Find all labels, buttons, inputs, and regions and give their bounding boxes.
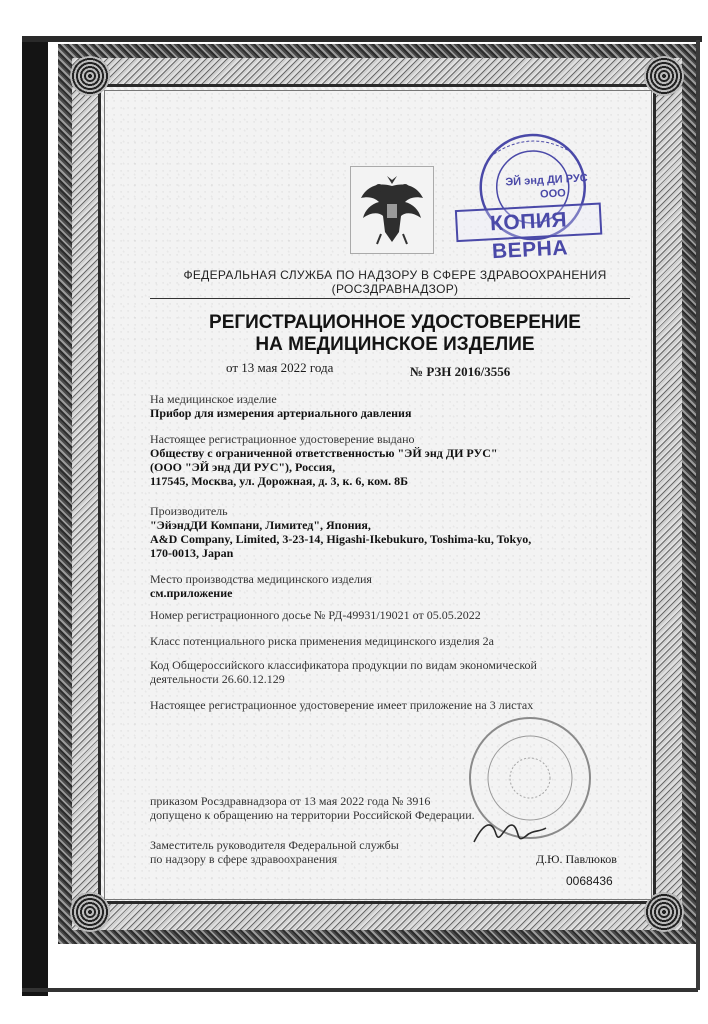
serial-number: 0068436 <box>566 874 613 888</box>
manufacturer-line: 170-0013, Japan <box>150 546 234 560</box>
copy-verified-label: КОПИЯ ВЕРНА <box>455 203 602 243</box>
stamp-ring-text-small: ООО <box>539 187 567 201</box>
certificate-number: № РЗН 2016/3556 <box>410 364 511 379</box>
order-line-1: приказом Росздравнадзора от 13 мая 2022 года № 3916 <box>150 794 431 808</box>
manufacturer-line: A&D Company, Limited, 3-23-14, Higashi-Ikebukuro, Toshima-ku, Tokyo, <box>150 532 532 546</box>
device-section <box>150 392 590 420</box>
order-line-2: допущено к обращению на территории Российской Федерации. <box>150 808 475 822</box>
risk-class-text: Класс потенциального риска применения медицинского изделия 2а <box>150 634 494 648</box>
issued-line: Обществу с ограниченной ответственностью "ЭЙ энд ДИ РУС" <box>150 446 498 460</box>
agency-name <box>150 268 640 296</box>
manufacturer-label: Производитель <box>150 504 228 518</box>
scan-edge-bottom <box>22 988 698 992</box>
issued-line: 117545, Москва, ул. Дорожная, д. 3, к. 6, ком. 8Б <box>150 474 409 488</box>
document-title <box>150 312 640 356</box>
signer-title <box>150 838 470 866</box>
agency-line-2: (РОСЗДРАВНАДЗОР) <box>331 282 459 296</box>
signer-name: Д.Ю. Павлюков <box>536 852 617 866</box>
title-line-2: НА МЕДИЦИНСКОЕ ИЗДЕЛИЕ <box>255 334 535 355</box>
appendix-text: Настоящее регистрационное удостоверение имеет приложение на 3 листах <box>150 698 534 712</box>
stamp-ring-text: ЭЙ энд ДИ РУС <box>505 172 588 189</box>
issued-section <box>150 432 590 488</box>
issue-date: от 13 мая 2022 года <box>226 360 334 375</box>
double-headed-eagle-emblem-icon <box>350 166 434 254</box>
company-copy-stamp <box>451 128 617 264</box>
okpd-line-2: деятельности 26.60.12.129 <box>150 672 285 686</box>
manufacturer-section <box>150 504 600 560</box>
scan-edge <box>22 36 48 996</box>
okpd-code-section <box>150 658 610 686</box>
agency-line-1: ФЕДЕРАЛЬНАЯ СЛУЖБА ПО НАДЗОРУ В СФЕРЕ ЗДРАВООХРАНЕНИЯ <box>183 268 607 282</box>
production-site-label: Место производства медицинского изделия <box>150 572 372 586</box>
issued-line: (ООО "ЭЙ энд ДИ РУС"), Россия, <box>150 460 336 474</box>
dossier-text: Номер регистрационного досье № РД-49931/19021 от 05.05.2022 <box>150 608 481 622</box>
scan-edge-right <box>696 40 700 990</box>
appendix-note <box>150 698 610 712</box>
device-value: Прибор для измерения артериального давления <box>150 406 412 420</box>
manufacturer-line: "ЭйэндДИ Компани, Лимитед", Япония, <box>150 518 371 532</box>
risk-class <box>150 634 590 648</box>
production-site-value: см.приложение <box>150 586 233 600</box>
issued-label: Настоящее регистрационное удостоверение выдано <box>150 432 415 446</box>
device-label: На медицинское изделие <box>150 392 277 406</box>
handwritten-signature-icon <box>470 812 550 852</box>
header-divider <box>150 298 630 299</box>
production-site-section <box>150 572 590 600</box>
signer-title-line-2: по надзору в сфере здравоохранения <box>150 852 338 866</box>
dossier-number <box>150 608 590 622</box>
scan-edge-top <box>22 36 702 42</box>
title-line-1: РЕГИСТРАЦИОННОЕ УДОСТОВЕРЕНИЕ <box>209 312 581 333</box>
okpd-line-1: Код Общероссийского классификатора продукции по видам экономической <box>150 658 537 672</box>
signer-title-line-1: Заместитель руководителя Федеральной службы <box>150 838 399 852</box>
